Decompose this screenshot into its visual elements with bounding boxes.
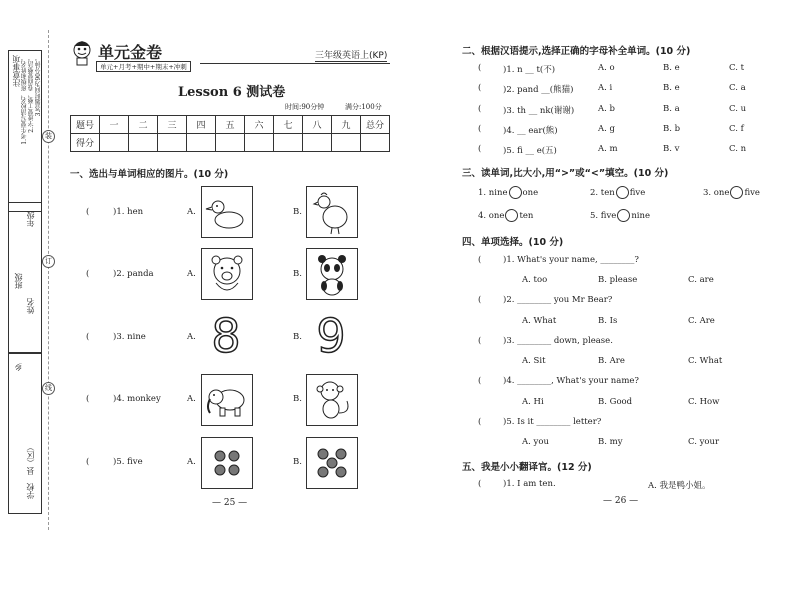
s3-q3	[703, 186, 760, 199]
s1-q1-a[interactable]: A.	[187, 207, 196, 217]
s1-q3-b[interactable]: B.	[293, 332, 302, 342]
s3-q1-right: one	[522, 188, 539, 198]
s2-paren: (	[478, 63, 482, 73]
s4-q1-b[interactable]: B. please	[598, 275, 638, 285]
s3-q3-left: 3. one	[703, 188, 730, 198]
compare-circle[interactable]	[505, 209, 518, 222]
section-4-title: 四、单项选择。(10 分)	[462, 237, 564, 248]
compare-circle[interactable]	[509, 186, 522, 199]
score-cell[interactable]	[158, 134, 187, 152]
s3-q1	[478, 186, 538, 199]
time-info: 时间:90分钟	[285, 103, 325, 111]
score-cell[interactable]	[332, 134, 361, 152]
score-cell[interactable]	[303, 134, 332, 152]
score-cell[interactable]	[100, 134, 129, 152]
s1-q1: )1. hen	[113, 207, 144, 217]
q3-paren: (	[86, 332, 90, 342]
s2-q3-a[interactable]: A. b	[598, 104, 615, 114]
notice-box	[8, 50, 42, 212]
s2-q3-b[interactable]: B. a	[663, 104, 680, 114]
section-3-title: 三、读单词,比大小,用“>”或“<”填空。(10 分)	[462, 168, 669, 179]
s4-q3-b[interactable]: B. Are	[598, 356, 625, 366]
s2-q5: )5. fi __ e(五)	[503, 146, 557, 156]
mascot-icon	[70, 40, 94, 66]
s4-q4-a[interactable]: A. Hi	[522, 397, 544, 407]
score-row-label: 得分	[71, 134, 100, 152]
s3-q2	[590, 186, 645, 199]
s4-q3: )3. ________ down, please.	[503, 336, 613, 346]
q1-paren: (	[86, 207, 90, 217]
s4-q1-a[interactable]: A. too	[522, 275, 548, 285]
s4-q2-b[interactable]: B. Is	[598, 316, 618, 326]
score-header: 七	[274, 116, 303, 134]
number-eight-image[interactable]: 8	[201, 311, 251, 361]
s2-q2-c[interactable]: C. a	[729, 83, 746, 93]
s3-q3-right: five	[744, 188, 760, 198]
s3-q4-left: 4. one	[478, 211, 505, 221]
s4-q4-b[interactable]: B. Good	[598, 397, 633, 407]
s4-q5: )5. Is it ________ letter?	[503, 417, 602, 427]
s2-paren: (	[478, 83, 482, 93]
s1-q2-a[interactable]: A.	[187, 269, 196, 279]
s2-q4: )4. __ ear(熊)	[503, 126, 558, 136]
class-name-box	[8, 202, 42, 354]
notice-line: 3.答题时间为90分钟。	[35, 55, 42, 117]
s3-q2-left: 2. ten	[590, 188, 615, 198]
s2-q3-c[interactable]: C. u	[729, 104, 747, 114]
s3-q5	[590, 209, 650, 222]
s1-q5-b[interactable]: B.	[293, 457, 302, 467]
score-header: 总分	[361, 116, 390, 134]
s4-q2-a[interactable]: A. What	[522, 316, 557, 326]
panda-icon[interactable]	[306, 248, 358, 300]
number-nine-image[interactable]: 9	[306, 311, 356, 361]
score-header: 八	[303, 116, 332, 134]
s1-q2-b[interactable]: B.	[293, 269, 302, 279]
s3-q2-right: five	[629, 188, 646, 198]
class-label: 班级	[14, 273, 23, 289]
q2-paren: (	[86, 269, 90, 279]
county-label: 县（区）	[26, 443, 35, 475]
s4-q2: )2. ________ you Mr Bear?	[503, 295, 613, 305]
s4-paren: (	[478, 255, 482, 265]
s2-q2-a[interactable]: A. i	[598, 83, 613, 93]
section-1-title: 一、选出与单词相应的图片。(10 分)	[70, 169, 229, 180]
s2-paren: (	[478, 124, 482, 134]
section-2-title: 二、根据汉语提示,选择正确的字母补全单词。(10 分)	[462, 46, 691, 57]
s2-q5-b[interactable]: B. v	[663, 144, 680, 154]
s4-q5-c[interactable]: C. your	[688, 437, 720, 447]
binding-circle: 订	[42, 255, 55, 268]
s4-paren: (	[478, 295, 482, 305]
s4-q4: )4. ________, What's your name?	[503, 376, 639, 386]
s4-paren: (	[478, 336, 482, 346]
score-header: 二	[129, 116, 158, 134]
page-number-right: — 26 —	[603, 496, 639, 506]
notice-title: 注意事项	[12, 55, 21, 87]
s1-q5: )5. five	[113, 457, 143, 467]
s4-paren: (	[478, 376, 482, 386]
s1-q1-b[interactable]: B.	[293, 207, 302, 217]
score-cell[interactable]	[129, 134, 158, 152]
s1-q4: )4. monkey	[113, 394, 161, 404]
s4-q1: )1. What's your name, ________?	[503, 255, 639, 265]
binding-circle: 线	[42, 382, 55, 395]
name-label: 姓名	[26, 298, 35, 314]
s5-paren: (	[478, 479, 482, 489]
grade-label: 年级	[26, 211, 35, 227]
s1-q4-a[interactable]: A.	[187, 394, 196, 404]
s4-q5-a[interactable]: A. you	[522, 437, 549, 447]
s1-q4-b[interactable]: B.	[293, 394, 302, 404]
four-dots-image[interactable]	[201, 437, 253, 489]
page-number-left: — 25 —	[212, 498, 248, 508]
hen-icon[interactable]	[306, 186, 358, 238]
school-box	[8, 352, 42, 514]
s5-q1-a[interactable]: A. 我是鸭小姐。	[648, 481, 711, 491]
binding-margin	[0, 30, 52, 530]
duck-icon[interactable]	[201, 186, 253, 238]
s2-q4-a[interactable]: A. g	[598, 124, 615, 134]
logo	[70, 40, 94, 69]
score-header: 六	[245, 116, 274, 134]
s2-paren: (	[478, 104, 482, 114]
score-header: 一	[100, 116, 129, 134]
s2-q1-a[interactable]: A. o	[598, 63, 615, 73]
header-rule	[200, 63, 390, 64]
s3-q4-right: ten	[519, 211, 534, 221]
s3-q5-right: nine	[631, 211, 651, 221]
s2-q2-b[interactable]: B. e	[663, 83, 680, 93]
s2-q1: )1. n __ t(不)	[503, 65, 556, 75]
s1-q3: )3. nine	[113, 332, 146, 342]
logo-title: 单元金卷	[98, 43, 163, 62]
score-table	[70, 115, 390, 152]
page-title: Lesson 6 测试卷	[178, 85, 286, 100]
five-dots-image[interactable]	[306, 437, 358, 489]
score-cell[interactable]	[187, 134, 216, 152]
s2-q1-c[interactable]: C. t	[729, 63, 745, 73]
score-header: 四	[187, 116, 216, 134]
notice-line: 2.字迹要工整、卷面要整洁。	[28, 55, 35, 133]
s5-q1: )1. I am ten.	[503, 479, 556, 489]
s1-q5-a[interactable]: A.	[187, 457, 196, 467]
monkey-icon[interactable]	[306, 374, 358, 426]
score-header: 九	[332, 116, 361, 134]
s2-q5-a[interactable]: A. m	[598, 144, 618, 154]
elephant-icon[interactable]	[201, 374, 253, 426]
s3-q5-left: 5. five	[590, 211, 617, 221]
s2-q3: )3. th __ nk(谢谢)	[503, 106, 575, 116]
school-label: 学校	[26, 483, 35, 499]
score-cell[interactable]	[274, 134, 303, 152]
s2-q4-c[interactable]: C. f	[729, 124, 744, 134]
s4-q1-c[interactable]: C. are	[688, 275, 714, 285]
score-header: 三	[158, 116, 187, 134]
s1-q2: )2. panda	[113, 269, 154, 279]
s4-q3-c[interactable]: C. What	[688, 356, 723, 366]
fold-line	[48, 30, 49, 530]
bear-icon[interactable]	[201, 248, 253, 300]
q5-paren: (	[86, 457, 90, 467]
s2-q1-b[interactable]: B. e	[663, 63, 680, 73]
compare-circle[interactable]	[617, 209, 630, 222]
s2-q2: )2. pand __(熊猫)	[503, 85, 574, 95]
score-header: 五	[216, 116, 245, 134]
s4-paren: (	[478, 417, 482, 427]
q4-paren: (	[86, 394, 90, 404]
s2-q5-c[interactable]: C. n	[729, 144, 747, 154]
score-info: 满分:100分	[345, 103, 382, 111]
compare-circle[interactable]	[616, 186, 629, 199]
s4-q4-c[interactable]: C. How	[688, 397, 720, 407]
township-label: 乡	[14, 363, 23, 371]
compare-circle[interactable]	[730, 186, 743, 199]
score-cell[interactable]	[245, 134, 274, 152]
notice-line: 1.考生要写清校名、班级和姓名。	[21, 55, 28, 145]
score-cell[interactable]	[216, 134, 245, 152]
s2-q4-b[interactable]: B. b	[663, 124, 681, 134]
s4-q5-b[interactable]: B. my	[598, 437, 623, 447]
score-cell[interactable]	[361, 134, 390, 152]
s4-q2-c[interactable]: C. Are	[688, 316, 715, 326]
s3-q1-left: 1. nine	[478, 188, 508, 198]
section-5-title: 五、我是小小翻译官。(12 分)	[462, 462, 592, 473]
s2-paren: (	[478, 144, 482, 154]
s4-q3-a[interactable]: A. Sit	[522, 356, 546, 366]
s1-q3-a[interactable]: A.	[187, 332, 196, 342]
grade-label: 三年级英语上(KP)	[315, 48, 387, 62]
score-header: 题号	[71, 116, 100, 134]
logo-subtitle: 单元+月考+期中+期末+冲刺	[96, 61, 191, 72]
binding-circle: 装	[42, 130, 55, 143]
s3-q4	[478, 209, 533, 222]
